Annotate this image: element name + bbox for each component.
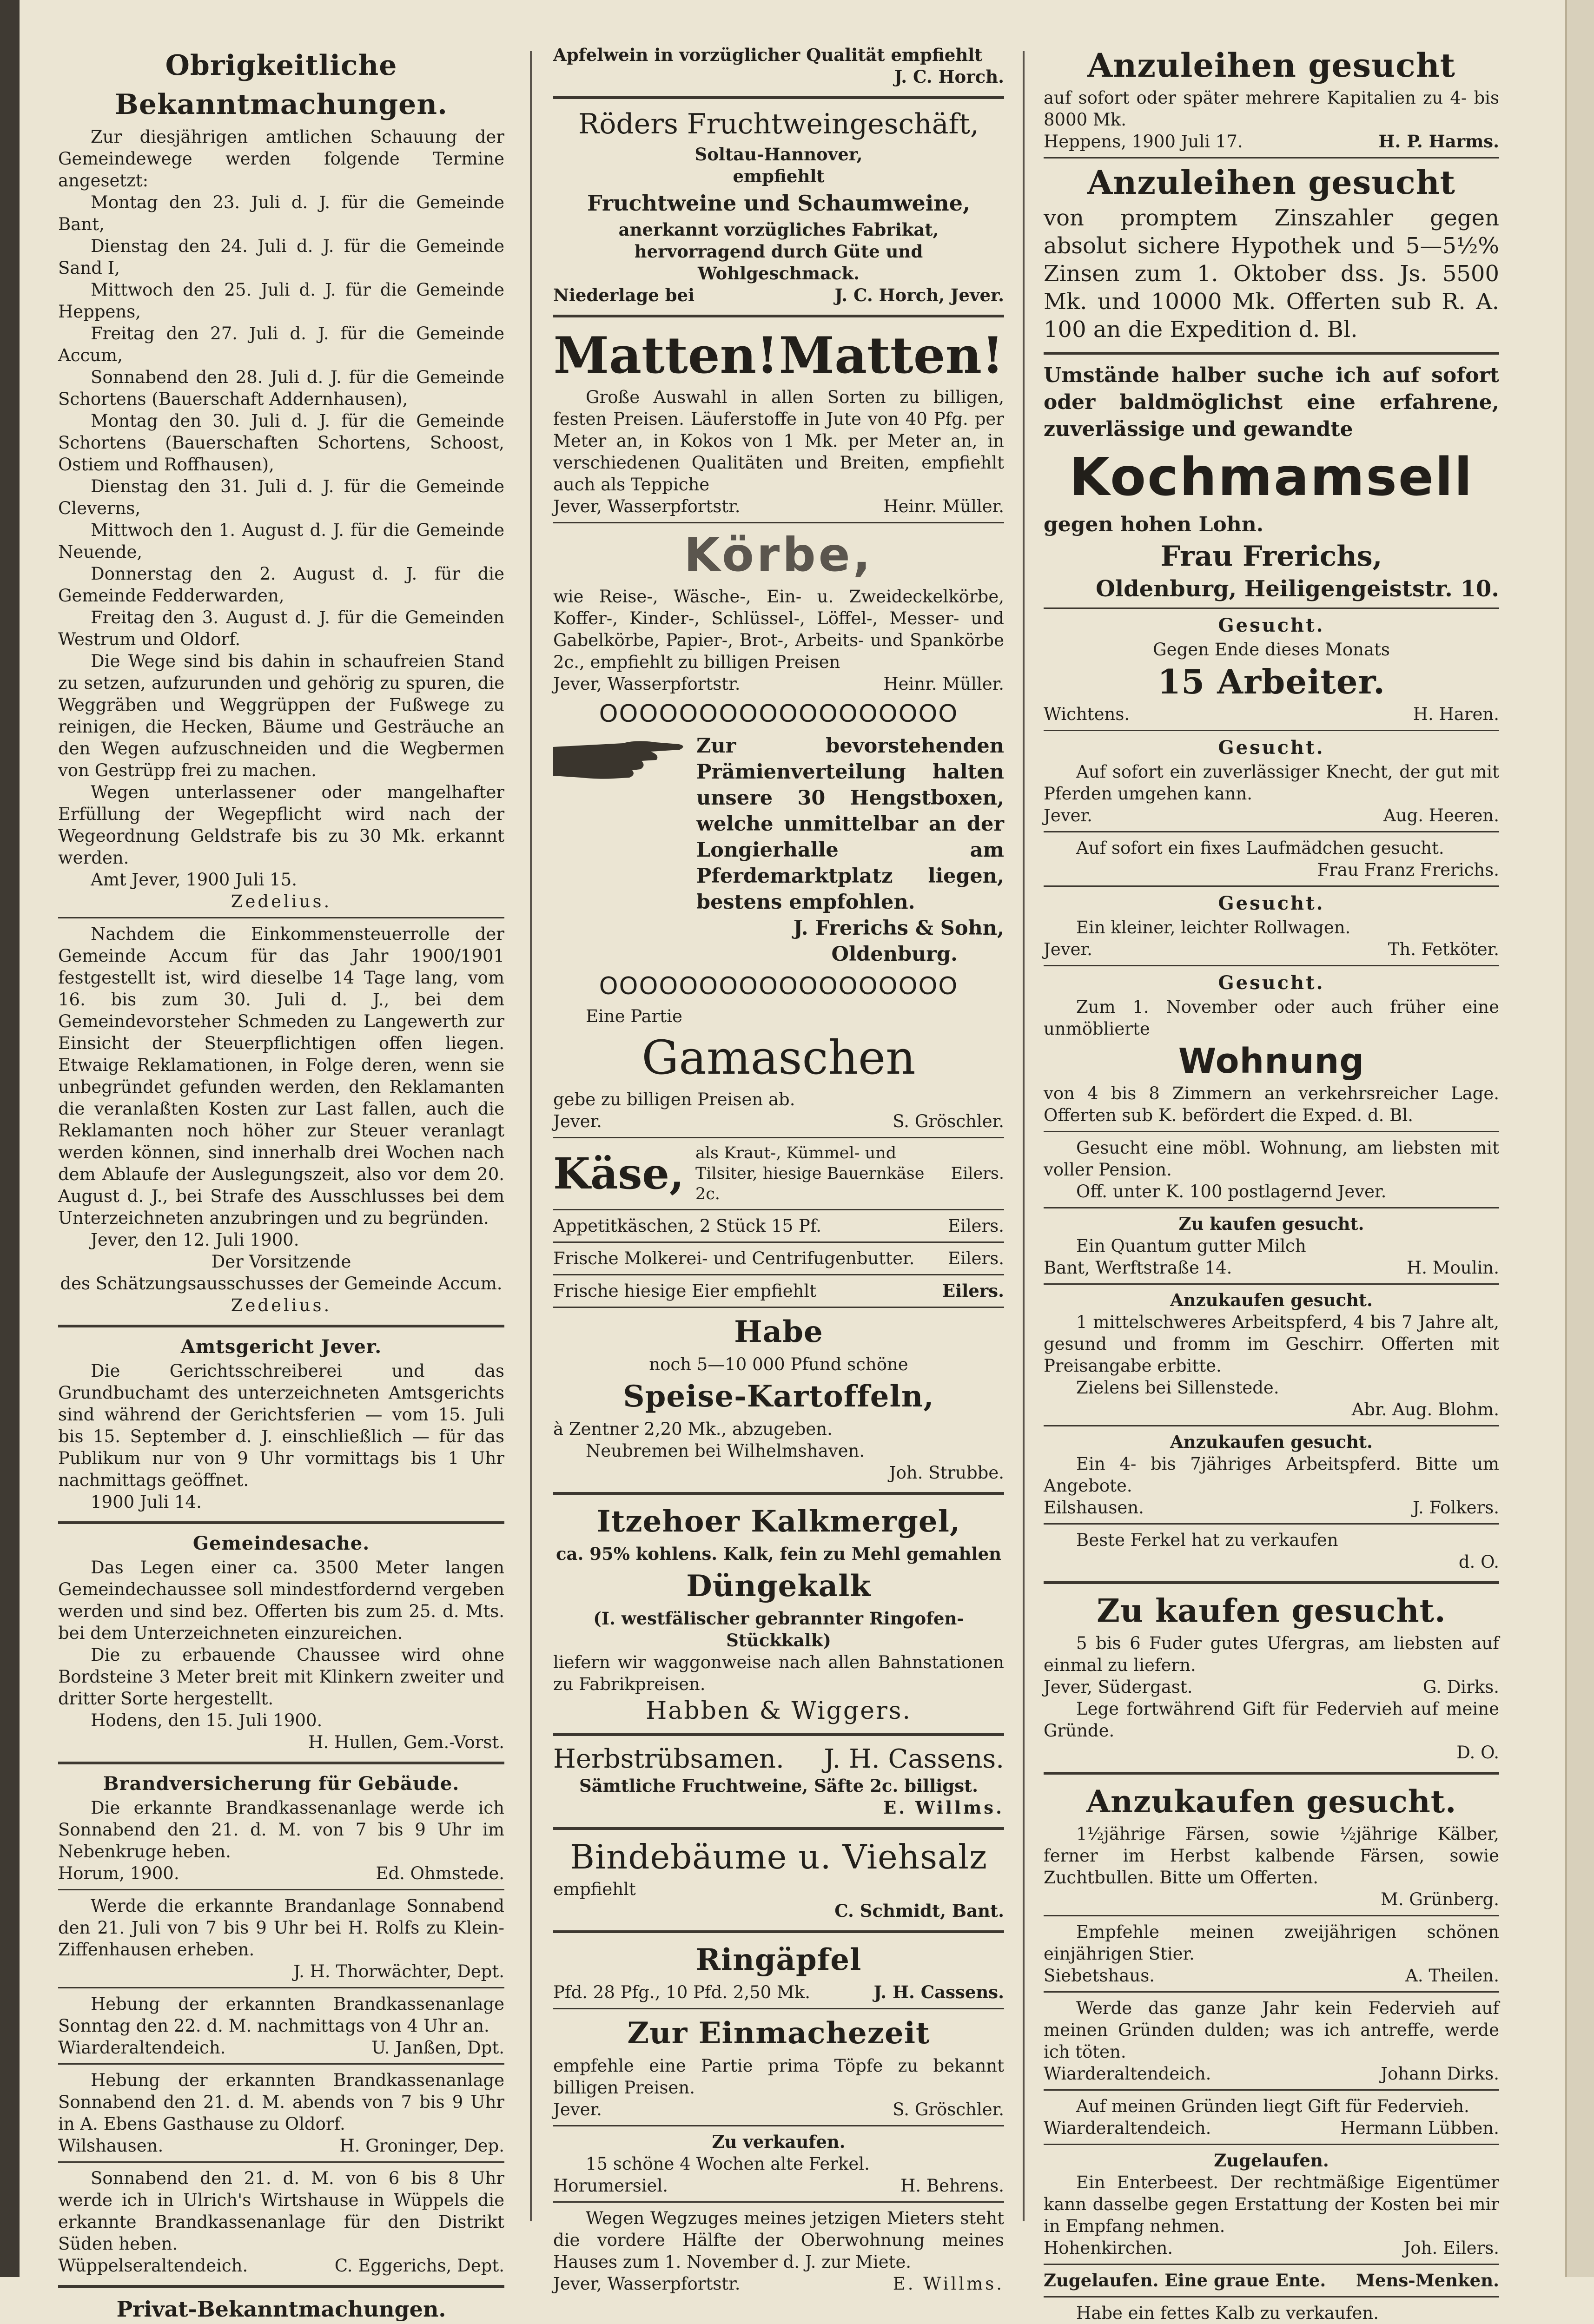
einmach-heading: Zur Einmachezeit — [627, 2016, 930, 2051]
itzehoer-heading: Itzehoer Kalkmergel, — [596, 1504, 961, 1539]
apfelwein-signature: J. C. Horch. — [894, 66, 1004, 87]
kartoffeln-place: Neubremen bei Wilhelmshaven. — [586, 1441, 865, 1461]
steuer-date: Jever, den 12. Juli 1900. — [91, 1230, 299, 1250]
divider — [553, 2201, 1004, 2203]
koch-name: Frau Frerichs, — [1160, 540, 1382, 573]
anz1-footer — [1044, 131, 1499, 152]
herbst-text: Herbstrübsamen. — [553, 1744, 784, 1774]
brand1-footer — [58, 1862, 504, 1884]
ank1-signature: Abr. Aug. Blohm. — [1351, 1400, 1499, 1419]
feder-text: Werde das ganze Jahr kein Federvieh auf meinen Gründen dulden; was ich antreffe, werde ich töten. — [1044, 1998, 1499, 2062]
divider — [553, 1827, 1004, 1830]
divider — [1044, 607, 1499, 609]
herbst-signature: J. H. Cassens. — [824, 1744, 1004, 1774]
kaese-signature: Eilers. — [951, 1164, 1004, 1183]
scan-left-edge — [0, 0, 20, 2277]
divider — [58, 2161, 504, 2163]
divider — [58, 1987, 504, 1988]
amtsgericht-text: Die Gerichtsschreiberei und das Grundbuchamt des unterzeichneten Amtsgerichts sind während der Gerichtsferien — vom 15. Juli bis 15. September d. J. einschließlich — für das Publikum nur von 9 Uhr vormittags bis 1 Uhr nachmittags geöffnet. — [58, 1361, 504, 1490]
einmach-text: empfehle eine Partie prima Töpfe zu bekannt billigen Preisen. — [553, 2056, 1004, 2098]
divider — [58, 2063, 504, 2065]
gamaschen-heading: Gamaschen — [642, 1030, 916, 1085]
ferkel-signature: d. O. — [1458, 1552, 1499, 1572]
divider — [1044, 2296, 1499, 2298]
ges3-signature: Th. Fetköter. — [1388, 939, 1499, 959]
schauung-term: Sonnabend den 28. Juli d. J. für die Gemeinde Schortens (Bauerschaft Addernhausen), — [58, 367, 504, 409]
brand3-text: Hebung der erkannten Brandkassenanlage Sonntag den 22. d. M. nachmittags von 4 Uhr an. — [58, 1994, 504, 2036]
koch-lohn: gegen hohen Lohn. — [1044, 513, 1264, 536]
divider — [1044, 1915, 1499, 1916]
kartoffeln-heading: Speise-Kartoffeln, — [623, 1379, 934, 1414]
anz2-heading: Anzuleihen gesucht — [1087, 163, 1455, 202]
herbst-ad — [553, 1743, 1004, 1775]
brand2-signature: J. H. Thorwächter, Dept. — [293, 1961, 504, 1981]
gift2-signature: Hermann Lübben. — [1340, 2118, 1499, 2138]
brand5-footer — [58, 2255, 504, 2277]
ges3-footer — [1044, 938, 1499, 960]
kartoffeln-signature: Joh. Strubbe. — [889, 1463, 1004, 1483]
duengekalk-subheading: (I. westfälischer gebrannter Ringofen-Stückkalk) — [593, 1608, 964, 1651]
divider — [58, 1325, 504, 1327]
ank2-footer — [1044, 1497, 1499, 1519]
steuer-text: Nachdem die Einkommensteuerrolle der Gemeinde Accum für das Jahr 1900/1901 festgestellt ist, wird dieselbe 14 Tage lang, vom 16. bis zum 30. Juli d. J., bei dem Gemeindevorsteher Schmeden zu Langewerth zur Einsicht der Steuerpflichtigen offen liegen. Etwaige Reklamationen, in Folge deren, wenn sie unbegründet gefunden werden, den Reklamanten die veranlaßten Kosten zur Last fallen, auch die Reklamanten noch höher zur Steuer veranlagt werden können, sind innerhalb drei Wochen nach dem Ablaufe der Auslegungszeit, also vor dem 20. August d. J., bei Strafe des Ausschlusses bei dem Unterzeichneten anzubringen und zu begründen. — [58, 924, 504, 1228]
divider — [1044, 352, 1499, 355]
divider — [1044, 1131, 1499, 1132]
brand-heading: Brandversicherung für Gebäude. — [103, 1773, 460, 1795]
column-advertisements — [553, 44, 1004, 2294]
koerbe-heading: Körbe, — [684, 528, 873, 582]
appetit-ad — [553, 1215, 1004, 1237]
divider — [1044, 1523, 1499, 1525]
divider — [553, 1307, 1004, 1308]
brand4-signature: H. Groninger, Dep. — [339, 2136, 504, 2156]
ges4-text: Zum 1. November oder auch früher eine unmöblierte — [1044, 997, 1499, 1039]
ank3-heading: Anzukaufen gesucht. — [1086, 1783, 1457, 1820]
roeder-empfiehlt: empfiehlt — [733, 166, 825, 186]
anz2-text: von promptem Zinszahler gegen absolut sichere Hypothek und 5—5½% Zinsen zum 1. Oktober dss. Js. 5500 Mk. und 10000 Mk. Offerten sub R. A. 100 an die Expedition d. Bl. — [1044, 205, 1499, 343]
schauung-intro: Zur diesjährigen amtlichen Schauung der Gemeindewege werden folgende Termine angesetzt: — [58, 127, 504, 191]
brand4-place: Wilshausen. — [58, 2136, 164, 2156]
ring-heading: Ringäpfel — [695, 1942, 862, 1977]
divider — [553, 2008, 1004, 2009]
column-official-notices — [58, 44, 504, 2322]
kauf1-footer — [1044, 1257, 1499, 1279]
divider — [1044, 1283, 1499, 1285]
feder-signature: Johann Dirks. — [1381, 2064, 1499, 2084]
anz1-place: Heppens, 1900 Juli 17. — [1044, 132, 1243, 152]
ente-text: Zugelaufen. Eine graue Ente. — [1044, 2270, 1326, 2291]
divider — [553, 1209, 1004, 1210]
feder-footer — [1044, 2063, 1499, 2085]
ente-ad — [1044, 2270, 1499, 2291]
stier-footer — [1044, 1965, 1499, 1987]
matten-footer — [553, 495, 1004, 517]
ring-signature: J. H. Cassens. — [873, 1982, 1004, 2002]
wegzug-place: Jever, Wasserpfortstr. — [553, 2274, 741, 2294]
divider — [1044, 885, 1499, 887]
habe-text: noch 5—10 000 Pfund schöne — [649, 1354, 908, 1374]
divider — [1044, 730, 1499, 731]
ferkel-text: Beste Ferkel hat zu verkaufen — [1076, 1530, 1338, 1550]
ank2-place: Eilshausen. — [1044, 1498, 1144, 1518]
ges3-heading: Gesucht. — [1218, 892, 1325, 914]
ges3-place: Jever. — [1044, 939, 1092, 959]
koerbe-footer — [553, 673, 1004, 695]
divider — [1044, 1207, 1499, 1208]
brand1-text: Die erkannte Brandkassenanlage werde ich Sonnabend den 21. d. M. von 7 bis 9 Uhr im Nebenkruge heben. — [58, 1798, 504, 1862]
ges2-footer — [1044, 805, 1499, 826]
schauung-term: Dienstag den 24. Juli d. J. für die Gemeinde Sand I, — [58, 236, 504, 278]
brand3-footer — [58, 2037, 504, 2059]
kauf2-heading: Zu kaufen gesucht. — [1097, 1592, 1446, 1630]
divider — [1044, 1772, 1499, 1775]
frucht-text: Sämtliche Fruchtweine, Säfte 2c. billigst. — [579, 1776, 978, 1796]
brand5-text: Sonnabend den 21. d. M. von 6 bis 8 Uhr werde ich in Ulrich's Wirtshause in Wüppels die erkannte Brandkassenanlage für den Distrikt Süden heben. — [58, 2168, 504, 2254]
ges4-heading: Gesucht. — [1218, 972, 1325, 994]
lauf-signature: Frau Franz Frerichs. — [1317, 860, 1499, 880]
schauung-schedule — [58, 191, 504, 650]
schauung-term: Freitag den 3. August d. J. für die Gemeinden Westrum und Oldorf. — [58, 607, 504, 649]
praemien-signature-2: Oldenburg. — [831, 943, 958, 966]
anz1-text: auf sofort oder später mehrere Kapitalien zu 4- bis 8000 Mk. — [1044, 88, 1499, 130]
gemeinde-text-2: Die zu erbauende Chaussee wird ohne Bordsteine 3 Meter breit mit Klinkern zweiter und dritter Sorte hergestellt. — [58, 1645, 504, 1709]
divider — [1044, 1991, 1499, 1993]
matten-text: Große Auswahl in allen Sorten zu billigen, festen Preisen. Läuferstoffe in Jute von 40 Pfg. per Meter an, in Kokos von 1 Mk. per Meter an, in verschiedenen Qualitäten und Breiten, empfiehlt auch als Teppiche — [553, 387, 1004, 495]
eier-signature: Eilers. — [942, 1281, 1004, 1301]
anz1-heading: Anzuleihen gesucht — [1087, 46, 1455, 85]
duengekalk-text: liefern wir waggonweise nach allen Bahnstationen zu Fabrikpreisen. — [553, 1652, 1004, 1694]
matten-word-1: Matten! — [553, 326, 779, 385]
matten-headline — [553, 325, 1004, 386]
verkaufen-text: 15 schöne 4 Wochen alte Ferkel. — [586, 2154, 870, 2174]
kaese-text: als Kraut-, Kümmel- und Tilsiter, hiesige Bauernkäse 2c. — [695, 1144, 925, 1203]
schauung-term: Mittwoch den 1. August d. J. für die Gemeinde Neuende, — [58, 520, 504, 562]
column-rule-2 — [1023, 51, 1025, 2221]
column-rule-1 — [530, 51, 532, 2221]
koerbe-text: wie Reise-, Wäsche-, Ein- u. Zweideckelkörbe, Koffer-, Kinder-, Schlüssel-, Löffel-, Messer- und Gabelkörbe, Papier-, Brot-, Arbeits- und Spankörbe 2c., empfiehlt zu billigen Preisen — [553, 587, 1004, 672]
divider — [553, 96, 1004, 99]
ornament-border: OOOOOOOOOOOOOOOOOO — [599, 972, 959, 1000]
wege-text: Die Wege sind bis dahin in schaufreien Stand zu setzen, aufzurunden und gehörig zu spuren, die Weggräben und Weggrüppen der Fußwege zu reinigen, die Hecken, Bäume und Gesträuche an den Wegen aufzuschneiden und die Wegbermen von Gestrüpp frei zu machen. — [58, 651, 504, 780]
appetit-text: Appetitkäschen, 2 Stück 15 Pf. — [553, 1216, 821, 1236]
wegzug-signature: E. Willms. — [893, 2274, 1004, 2294]
koerbe-place: Jever, Wasserpfortstr. — [553, 674, 741, 694]
kalb-text: Habe ein fettes Kalb zu verkaufen. — [1076, 2303, 1379, 2323]
kauf1-signature: H. Moulin. — [1406, 1258, 1499, 1278]
divider — [553, 2125, 1004, 2126]
zug-footer — [1044, 2237, 1499, 2259]
kaese-ad — [553, 1143, 1004, 1204]
divider — [553, 1241, 1004, 1243]
divider — [553, 1733, 1004, 1736]
brand3-place: Wiarderaltendeich. — [58, 2038, 226, 2058]
roeder-footer — [553, 284, 1004, 306]
kartoffeln-text: à Zentner 2,20 Mk., abzugeben. — [553, 1419, 833, 1439]
gift2-place: Wiarderaltendeich. — [1044, 2118, 1211, 2138]
gemeinde-date: Hodens, den 15. Juli 1900. — [91, 1710, 323, 1730]
gift2-footer — [1044, 2117, 1499, 2139]
binde-signature: C. Schmidt, Bant. — [834, 1901, 1004, 1921]
schauung-term: Mittwoch den 25. Juli d. J. für die Gemeinde Heppens, — [58, 280, 504, 322]
anz1-signature: H. P. Harms. — [1378, 131, 1499, 152]
strafe-text: Wegen unterlassener oder mangelhafter Erfüllung der Wegepflicht wird nach der Wegeordnung Geldstrafe bis zu 30 Mk. erkannt werden. — [58, 782, 504, 868]
moebl-signature: Off. unter K. 100 postlagernd Jever. — [1076, 1182, 1387, 1202]
kauf1-place: Bant, Werftstraße 14. — [1044, 1258, 1232, 1278]
ank1-heading: Anzukaufen gesucht. — [1170, 1290, 1373, 1310]
divider — [58, 1521, 504, 1524]
schauung-term: Montag den 30. Juli d. J. für die Gemeinde Schortens (Bauerschaften Schortens, Schoost, Ostiem und Roffhausen), — [58, 411, 504, 475]
divider — [553, 1137, 1004, 1138]
praemien-signature-1: J. Frerichs & Sohn, — [793, 917, 1004, 940]
ring-price: Pfd. 28 Pfg., 10 Pfd. 2,50 Mk. — [553, 1982, 811, 2002]
matten-word-2: Matten! — [779, 326, 1004, 385]
divider — [1044, 831, 1499, 832]
molkerei-ad — [553, 1248, 1004, 1269]
divider — [553, 1274, 1004, 1275]
gemeinde-heading: Gemeindesache. — [192, 1532, 370, 1554]
koerbe-signature: Heinr. Müller. — [883, 674, 1004, 694]
kauf2-text: 5 bis 6 Fuder gutes Ufergras, am liebsten auf einmal zu liefern. — [1044, 1633, 1499, 1675]
private-notices-header: Privat-Bekanntmachungen. — [116, 2297, 446, 2322]
brand1-place: Horum, 1900. — [58, 1863, 179, 1883]
kaese-heading: Käse, — [553, 1149, 684, 1199]
stier-signature: A. Theilen. — [1405, 1966, 1499, 1986]
ges1-place: Wichtens. — [1044, 704, 1130, 724]
ges2-text: Auf sofort ein zuverlässiger Knecht, der gut mit Pferden umgehen kann. — [1044, 762, 1499, 804]
gamaschen-place: Jever. — [553, 1111, 602, 1131]
gemeinde-text-1: Das Legen einer ca. 3500 Meter langen Gemeindechaussee soll mindestfordernd vergeben werden und sind bez. Offerten bis zum 25. d. Mts. bei dem Unterzeichneten einzureichen. — [58, 1558, 504, 1643]
divider — [553, 315, 1004, 317]
ring-ad — [553, 1981, 1004, 2003]
lauf-text: Auf sofort ein fixes Laufmädchen gesucht. — [1076, 838, 1444, 858]
verkaufen-place: Horumersiel. — [553, 2176, 668, 2196]
duengekalk-heading: Düngekalk — [686, 1569, 871, 1604]
amtsgericht-heading: Amtsgericht Jever. — [180, 1336, 382, 1358]
zug-signature: Joh. Eilers. — [1403, 2238, 1499, 2258]
gift2-text: Auf meinen Gründen liegt Gift für Federvieh. — [1076, 2096, 1469, 2116]
gamaschen-intro: Eine Partie — [586, 1006, 682, 1026]
zug-place: Hohenkirchen. — [1044, 2238, 1173, 2258]
gift1-signature: D. O. — [1456, 1743, 1499, 1763]
roeder-depot-name: J. C. Horch, Jever. — [834, 285, 1004, 305]
wohnung-heading: Wohnung — [1178, 1041, 1365, 1081]
praemien-ad — [553, 733, 1004, 915]
divider — [1044, 965, 1499, 966]
brand5-place: Wüppelseraltendeich. — [58, 2256, 248, 2276]
einmach-place: Jever. — [553, 2100, 602, 2119]
kauf2-signature: G. Dirks. — [1422, 1677, 1499, 1697]
gamaschen-footer — [553, 1110, 1004, 1132]
molkerei-text: Frische Molkerei- und Centrifugenbutter. — [553, 1248, 915, 1268]
schauung-term: Dienstag den 31. Juli d. J. für die Gemeinde Cleverns, — [58, 476, 504, 518]
matten-place: Jever, Wasserpfortstr. — [553, 496, 741, 516]
stier-text: Empfehle meinen zweijährigen schönen einjährigen Stier. — [1044, 1922, 1499, 1964]
feder-place: Wiarderaltendeich. — [1044, 2064, 1211, 2084]
gemeinde-signature: H. Hullen, Gem.-Vorst. — [308, 1732, 504, 1752]
official-notices-header: Obrigkeitliche Bekanntmachungen. — [115, 49, 448, 121]
frucht-signature: E. Willms. — [883, 1797, 1004, 1818]
ges1-heading: Gesucht. — [1218, 614, 1325, 636]
schauung-term: Donnerstag den 2. August d. J. für die Gemeinde Fedderwarden, — [58, 564, 504, 606]
divider — [553, 1492, 1004, 1495]
divider — [1044, 1425, 1499, 1426]
verkaufen-heading: Zu verkaufen. — [712, 2132, 846, 2152]
ges2-signature: Aug. Heeren. — [1383, 805, 1499, 825]
itzehoer-text: ca. 95% kohlens. Kalk, fein zu Mehl gemahlen — [556, 1544, 1002, 1564]
gamaschen-text: gebe zu billigen Preisen ab. — [553, 1089, 795, 1109]
binde-heading: Bindebäume u. Viehsalz — [570, 1837, 987, 1876]
divider — [1044, 1581, 1499, 1584]
wohnung-text: von 4 bis 8 Zimmern an verkehrsreicher Lage. Offerten sub K. befördert die Exped. d. Bl. — [1044, 1083, 1499, 1125]
ente-signature: Mens-Menken. — [1356, 2270, 1499, 2291]
schauung-term: Montag den 23. Juli d. J. für die Gemeinde Bant, — [58, 192, 504, 234]
habe-heading: Habe — [734, 1314, 823, 1349]
ank2-heading: Anzukaufen gesucht. — [1170, 1432, 1373, 1452]
apfelwein-text: Apfelwein in vorzüglicher Qualität empfiehlt — [553, 45, 983, 65]
ges1-big: 15 Arbeiter. — [1157, 662, 1386, 701]
einmach-signature: S. Gröschler. — [893, 2100, 1004, 2119]
ges2-heading: Gesucht. — [1218, 737, 1325, 759]
ank2-signature: J. Folkers. — [1413, 1498, 1499, 1518]
schauung-term: Freitag den 27. Juli d. J. für die Gemeinde Accum, — [58, 324, 504, 365]
gift1-text: Lege fortwährend Gift für Federvieh auf meine Gründe. — [1044, 1699, 1499, 1741]
ank3-signature: M. Grünberg. — [1380, 1889, 1499, 1909]
binde-text: empfiehlt — [553, 1879, 636, 1899]
divider — [58, 1889, 504, 1890]
verkaufen-signature: H. Behrens. — [900, 2176, 1004, 2196]
praemien-text: Zur bevorstehenden Prämienverteilung halten unsere 30 Hengstboxen, welche unmittelbar an der Longierhalle am Pferdemarktplatz liegen, bestens empfohlen. — [696, 734, 1004, 914]
ank2-text: Ein 4- bis 7jähriges Arbeitspferd. Bitte um Angebote. — [1044, 1454, 1499, 1496]
brand4-text: Hebung der erkannten Brandkassenanlage Sonnabend den 21. d. M. abends von 7 bis 9 Uhr in A. Ebens Gasthause zu Oldorf. — [58, 2070, 504, 2134]
brand2-text: Werde die erkannte Brandanlage Sonnabend den 21. Juli von 7 bis 9 Uhr bei H. Rolfs zu Klein-Ziffenhausen erheben. — [58, 1896, 504, 1960]
pointing-hand-icon — [553, 733, 688, 789]
wegzug-text: Wegen Wegzuges meines jetzigen Mieters steht die vordere Hälfte der Oberwohnung meines Hauses zum 1. November d. J. zur Miete. — [553, 2208, 1004, 2272]
brand4-footer — [58, 2135, 504, 2157]
habben-signature: Habben & Wiggers. — [645, 1697, 912, 1725]
brand5-signature: C. Eggerichs, Dept. — [334, 2256, 504, 2276]
wegzug-footer — [553, 2273, 1004, 2295]
brand3-signature: U. Janßen, Dpt. — [371, 2038, 504, 2058]
roeder-heading: Röders Fruchtweingeschäft, — [578, 108, 979, 140]
moebl-text: Gesucht eine möbl. Wohnung, am liebsten mit voller Pension. — [1044, 1138, 1499, 1180]
molkerei-signature: Eilers. — [947, 1248, 1004, 1268]
kauf1-text: Ein Quantum gutter Milch — [1076, 1236, 1306, 1256]
amt-signature: Zedelius. — [231, 891, 332, 911]
ges2-place: Jever. — [1044, 805, 1092, 825]
ges1-signature: H. Haren. — [1413, 704, 1499, 724]
steuer-signature-title: Der Vorsitzende — [211, 1252, 351, 1272]
ank1-text: 1 mittelschweres Arbeitspferd, 4 bis 7 Jahre alt, gesund und fromm im Geschirr. Offerten mit Preisangabe erbitte. — [1044, 1312, 1499, 1376]
kauf1-heading: Zu kaufen gesucht. — [1178, 1214, 1364, 1234]
zug-text: Ein Enterbeest. Der rechtmäßige Eigentümer kann dasselbe gegen Erstattung der Kosten bei mir in Empfang nehmen. — [1044, 2172, 1499, 2236]
amtsgericht-date: 1900 Juli 14. — [91, 1492, 202, 1512]
kauf2-place: Jever, Südergast. — [1044, 1677, 1193, 1697]
amt-date: Amt Jever, 1900 Juli 15. — [91, 870, 297, 890]
ank3-text: 1½jährige Färsen, sowie ½jährige Kälber, ferner im Herbst kalbende Färsen, sowie Zuchtbullen. Bitte um Offerten. — [1044, 1824, 1499, 1888]
divider — [1044, 2089, 1499, 2091]
divider — [553, 522, 1004, 523]
divider — [1044, 157, 1499, 158]
einmach-footer — [553, 2099, 1004, 2120]
column-wanted-ads — [1044, 44, 1499, 2323]
steuer-signature-body: des Schätzungsausschusses der Gemeinde Accum. — [60, 1274, 503, 1294]
divider — [58, 917, 504, 918]
ges1-footer — [1044, 703, 1499, 725]
steuer-signature-name: Zedelius. — [231, 1295, 332, 1315]
eier-ad — [553, 1280, 1004, 1302]
koch-address: Oldenburg, Heiligengeiststr. 10. — [1096, 576, 1499, 602]
koch-heading: Kochmamsell — [1069, 447, 1474, 508]
stier-place: Siebetshaus. — [1044, 1966, 1155, 1986]
gamaschen-signature: S. Gröschler. — [893, 1111, 1004, 1131]
divider — [58, 2285, 504, 2288]
appetit-signature: Eilers. — [947, 1216, 1004, 1236]
koch-text: Umstände halber suche ich auf sofort oder baldmöglichst eine erfahrene, zuverlässige und gewandte — [1044, 363, 1499, 441]
divider — [58, 1762, 504, 1764]
divider — [1044, 2144, 1499, 2145]
kauf2-footer — [1044, 1676, 1499, 1698]
ornament-border: OOOOOOOOOOOOOOOOOO — [599, 700, 959, 728]
divider — [553, 1930, 1004, 1933]
matten-signature: Heinr. Müller. — [883, 496, 1004, 516]
brand1-signature: Ed. Ohmstede. — [376, 1863, 504, 1883]
zug-heading: Zugelaufen. — [1214, 2150, 1329, 2171]
divider — [1044, 2264, 1499, 2265]
roeder-text: anerkannt vorzügliches Fabrikat, hervorragend durch Güte und Wohlgeschmack. — [618, 219, 939, 284]
verkaufen-footer — [553, 2175, 1004, 2197]
roeder-depot-label: Niederlage bei — [553, 285, 695, 305]
ges1-text: Gegen Ende dieses Monats — [1153, 640, 1390, 660]
eier-text: Frische hiesige Eier empfiehlt — [553, 1281, 817, 1301]
ges3-text: Ein kleiner, leichter Rollwagen. — [1076, 918, 1351, 938]
ank1-place: Zielens bei Sillenstede. — [1076, 1378, 1279, 1398]
roeder-products: Fruchtweine und Schaumweine, — [587, 191, 971, 216]
scan-right-edge — [1565, 0, 1594, 2277]
roeder-subheading: Soltau-Hannover, — [694, 144, 863, 165]
